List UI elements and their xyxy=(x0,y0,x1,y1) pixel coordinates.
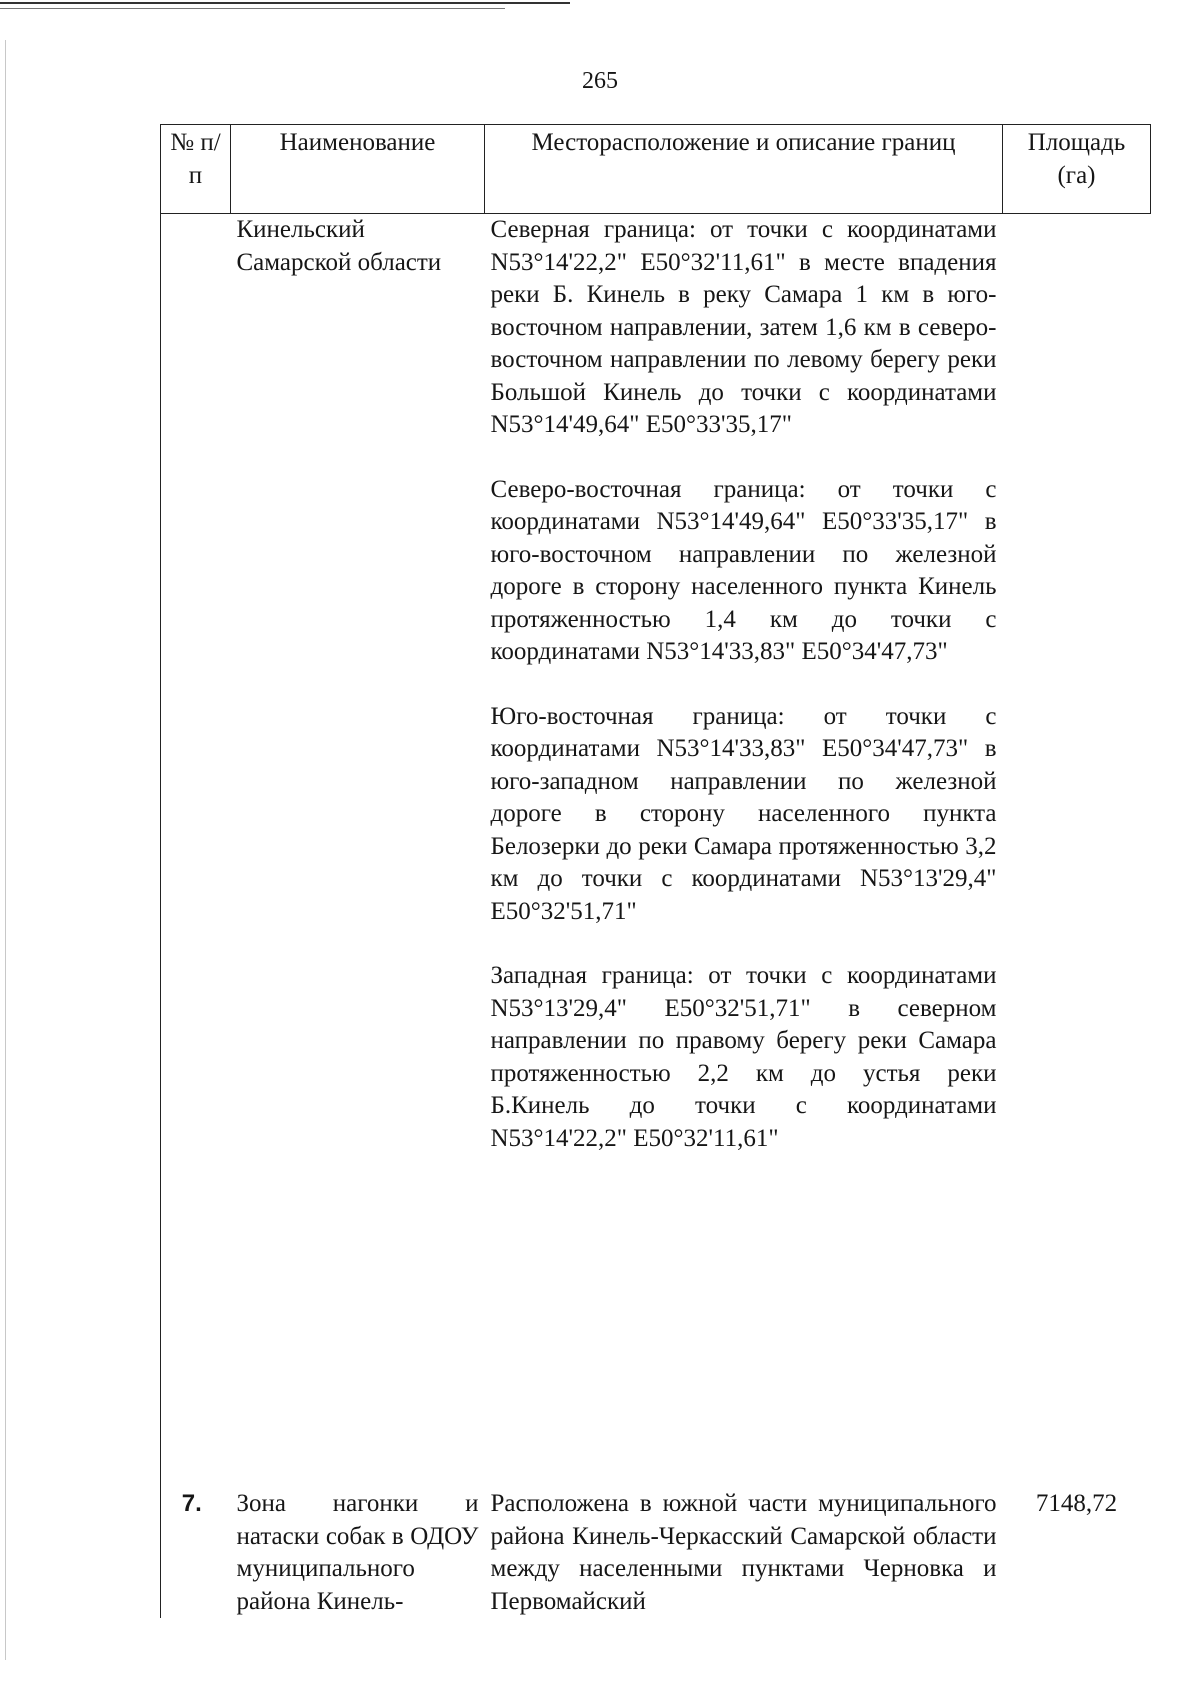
scan-artifact-top-line-thin xyxy=(0,8,505,9)
boundaries-table xyxy=(160,124,1151,1618)
boundary-west: Западная граница: от точки с координатами N53°13'29,4" E50°32'51,71" в северном направлении по правому берегу реки Самара протяженностью 2,2 км до устья реки Б.Кинель до точки с координатами N53°14'22,2" E50°32'11,61" xyxy=(490,962,997,1152)
table-row xyxy=(161,214,1151,1485)
row-number: 7. xyxy=(161,1484,231,1618)
scan-artifact-top-line xyxy=(0,2,570,4)
header-name: Наименование xyxy=(231,125,485,214)
table-header-row xyxy=(161,125,1151,214)
row-name: Зона нагонки и натаски собак в ОДОУ муниципального района Кинель- xyxy=(236,1490,479,1615)
header-number: № п/п xyxy=(161,125,231,214)
row-name: Кинельский Самарской области xyxy=(236,216,442,276)
boundary-northeast: Северо-восточная граница: от точки с координатами N53°14'49,64" E50°33'35,17" в юго-восточном направлении по железной дороге в сторону населенного пункта Кинель протяженностью 1,4 км до точки с координатами N53°14'33,83" E50°34'47,73" xyxy=(490,475,997,665)
row-area xyxy=(1003,214,1151,1485)
page-number: 265 xyxy=(582,68,618,94)
header-location: Месторасположение и описание границ xyxy=(485,125,1003,214)
boundary-southeast: Юго-восточная граница: от точки с координатами N53°14'33,83" E50°34'47,73" в юго-западном направлении по железной дороге в сторону населенного пункта Белозерки до реки Самара протяженностью 3,2 км до точки с координатами N53°13'29,4" E50°32'51,71" xyxy=(490,702,997,925)
scan-artifact-left-edge xyxy=(5,40,6,1660)
row-number xyxy=(161,214,231,1485)
row-area: 7148,72 xyxy=(1035,1490,1118,1517)
boundary-north: Северная граница: от точки с координатами N53°14'22,2" E50°32'11,61" в месте впадения реки Б. Кинель в реку Самара 1 км в юго-восточном направлении, затем 1,6 км в северо-восточном направлении по левому берегу реки Большой Кинель до точки с координатами N53°14'49,64" E50°33'35,17" xyxy=(490,216,997,438)
header-area: Площадь (га) xyxy=(1003,125,1151,214)
row-location xyxy=(485,214,1003,1485)
table-row xyxy=(161,1484,1151,1618)
row-location xyxy=(485,1484,1003,1618)
location-description: Расположена в южной части муниципального района Кинель-Черкасский Самарской области между населенными пунктами Черновка и Первомайский xyxy=(490,1490,997,1615)
